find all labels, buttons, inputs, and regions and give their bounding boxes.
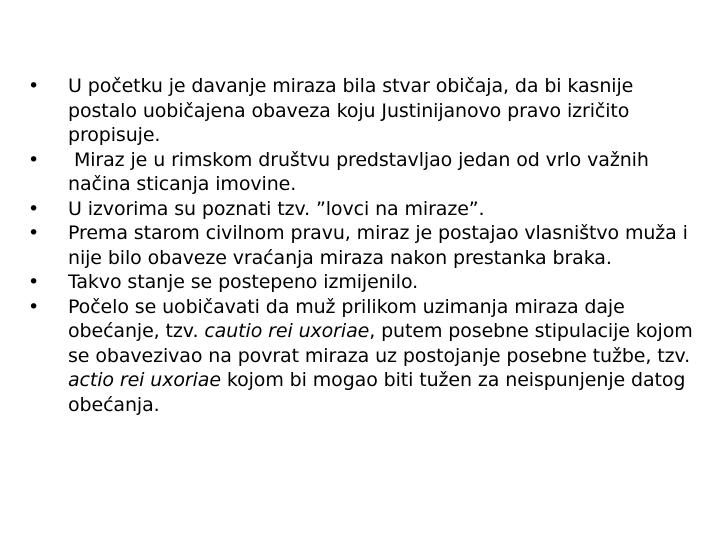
bullet-text: U početku je davanje miraza bila stvar običaja, da bi kasnije postalo uobičajena obaveza koju Justinijanovo pravo izričito propisuje.	[68, 75, 634, 146]
bullet-item	[28, 74, 708, 148]
bullet-text-part: Počelo se uobičavati da muž prilikom uzimanja miraza daje obećanje, tzv.	[68, 295, 625, 342]
bullet-text	[68, 296, 693, 416]
bullet-text: Miraz je u rimskom društvu predstavljao jedan od vrlo važnih načina sticanja imovine.	[68, 148, 655, 195]
bullet-item	[28, 295, 708, 418]
bullet-text: Prema starom civilnom pravu, miraz je postajao vlasništvo muža i nije bilo obaveze vraćanja miraza nakon prestanka braka.	[68, 222, 688, 269]
bullet-text: Takvo stanje se postepeno izmijenilo.	[68, 271, 419, 293]
bullet-dot-icon: •	[28, 75, 40, 97]
bullet-text: U izvorima su poznati tzv. ”lovci na miraze”.	[68, 197, 485, 220]
latin-term: actio rei uxoriae	[68, 369, 221, 391]
bullet-dot-icon: •	[28, 222, 40, 244]
bullet-dot-icon: •	[28, 271, 40, 293]
bullet-item	[28, 221, 708, 270]
bullet-item	[28, 197, 708, 222]
bullet-list	[28, 74, 708, 417]
bullet-text-part: kojom bi mogao biti tužen za neispunjenje datog obećanja.	[68, 369, 686, 416]
bullet-dot-icon: •	[28, 148, 40, 171]
bullet-dot-icon: •	[28, 295, 40, 318]
bullet-item	[28, 270, 708, 295]
latin-term: cautio rei uxoriae	[204, 320, 370, 342]
bullet-text-part: , putem posebne stipulacije kojom se obavezivao na povrat miraza uz postojanje posebne tužbe, tzv.	[68, 320, 693, 367]
bullet-dot-icon: •	[28, 197, 40, 220]
bullet-item	[28, 148, 708, 197]
